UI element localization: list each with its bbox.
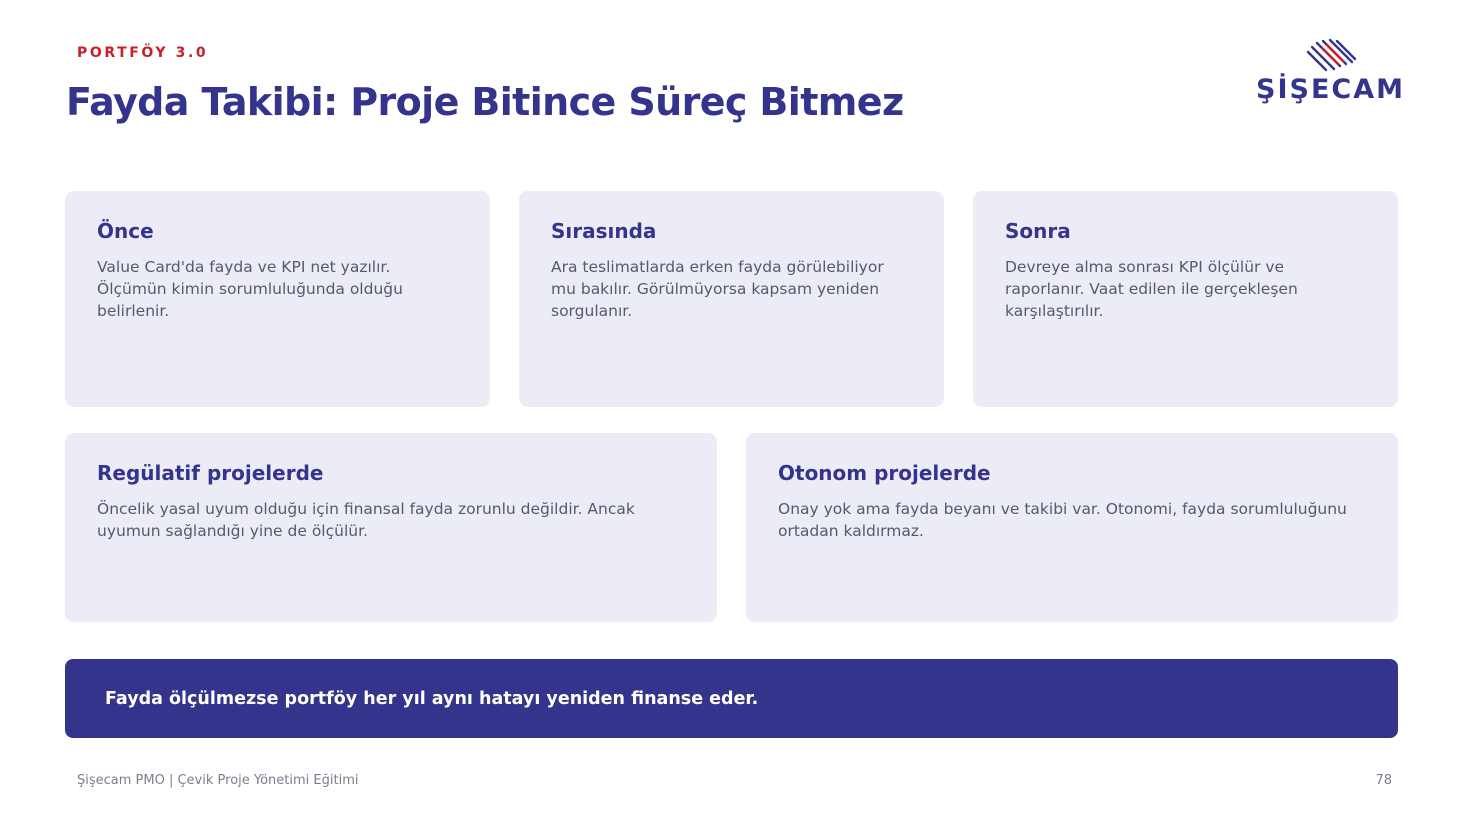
card-regulatif xyxy=(65,433,717,622)
card-title: Sonra xyxy=(1005,219,1071,243)
card-title: Otonom projelerde xyxy=(778,461,991,485)
card-title: Sırasında xyxy=(551,219,657,243)
logo-wordmark: ŞİŞECAM xyxy=(1256,74,1405,105)
card-title: Önce xyxy=(97,219,154,243)
logo-stripes-icon xyxy=(1256,38,1406,78)
card-body: Öncelik yasal uyum olduğu için finansal fayda zorunlu değildir. Ancak uyumun sağlandığı yine de ölçülür. xyxy=(97,500,635,540)
card-body: Devreye alma sonrası KPI ölçülür ve raporlanır. Vaat edilen ile gerçekleşen karşılaştırılır. xyxy=(1005,258,1298,320)
card-sonra xyxy=(973,191,1398,407)
card-body: Onay yok ama fayda beyanı ve takibi var. Otonomi, fayda sorumluluğunu ortadan kaldırmaz. xyxy=(778,500,1347,540)
banner-text: Fayda ölçülmezse portföy her yıl aynı hatayı yeniden finanse eder. xyxy=(105,688,759,709)
card-once xyxy=(65,191,490,407)
card-body: Ara teslimatlarda erken fayda görülebiliyor mu bakılır. Görülmüyorsa kapsam yeniden sorgulanır. xyxy=(551,258,884,320)
page-number: 78 xyxy=(1375,773,1392,788)
card-body: Value Card'da fayda ve KPI net yazılır. Ölçümün kimin sorumluluğunda olduğu belirlenir. xyxy=(97,258,403,320)
eyebrow-label: PORTFÖY 3.0 xyxy=(77,45,209,61)
footer-text: Şişecam PMO | Çevik Proje Yönetimi Eğitimi xyxy=(77,773,359,788)
card-otonom xyxy=(746,433,1398,622)
card-sirasinda xyxy=(519,191,944,407)
card-title: Regülatif projelerde xyxy=(97,461,324,485)
page-title: Fayda Takibi: Proje Bitince Süreç Bitmez xyxy=(66,80,904,124)
key-message-banner xyxy=(65,659,1398,738)
sisecam-logo xyxy=(1256,38,1406,110)
